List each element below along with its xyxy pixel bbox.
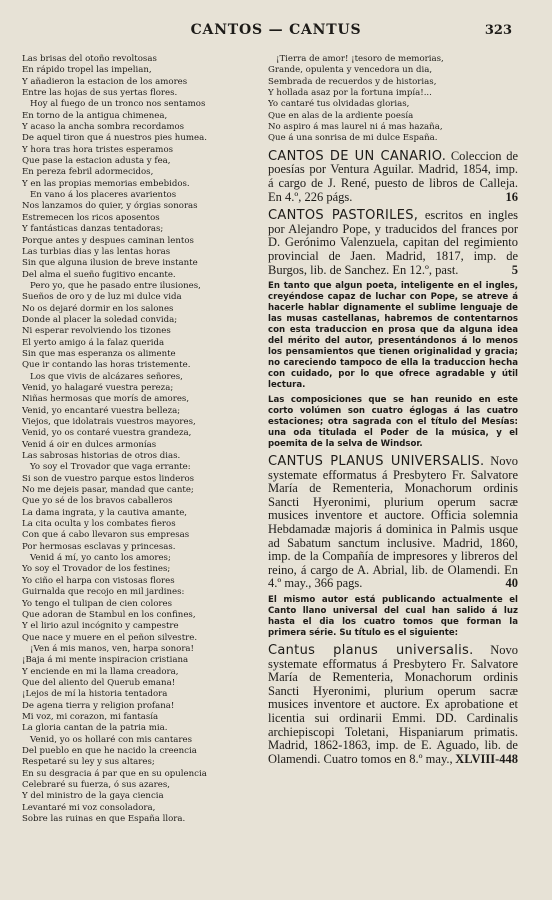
entry-text [268,644,518,766]
poem-line: Y hora tras hora tristes esperamos [22,144,174,155]
poem-line: Y del ministro de la gaya ciencia [22,791,164,802]
poem-line: Las sabrosas historias de otros dias. [22,451,181,462]
poem-line: Sin que alguna ilusion de breve instante [22,258,198,269]
poem-line: Respetaré su ley y sus altares; [22,757,155,768]
poem-line: Que yo sé de los bravos caballeros [22,496,173,507]
poem-line: Grande, opulenta y vencedora un dia, [268,65,433,76]
poem-line: Que del aliento del Querub emana! [22,677,176,688]
poem-line: La dama ingrata, y la cautiva amante, [22,507,188,518]
entry-text [268,455,518,591]
entry-heading: CANTOS DE UN CANARIO. [268,148,447,164]
header-title: CANTOS — CANTUS [190,22,362,38]
page-number: 323 [484,23,512,38]
poem-line: Que en alas de la ardiente poesía [268,110,414,121]
left-column-poem [22,54,280,825]
entry-body: Novo systemate efformatus á Presbytero Fr. Salvatore María de Rementeria, Monachorum ordinis Sancti Hyeronimi, plurium operum sacræ musices inventore et auctore. Officia solemnia Hebdamadæ majoris á dominica in Palmis usque ad Sabatum sanctum inclusive. Madrid, 1860, imp. de la Compañía de impresores y libreros del reino, á cargo de A. Abrial, lib. de Olamendi. En 4.º may., 366 pags. [268,454,519,591]
poem-line: De agena tierra y religion profana! [22,700,175,711]
poem-line: Las brisas del otoño revoltosas [22,54,157,64]
entry-body: escritos en ingles por Alejandro Pope, y traducidos del frances por D. Gerónimo Valenzuela, capitan del regimiento provincial de Jaen. Madrid, 1817, imp. de Burgos, lib. de Sanchez. En 12.º, past. [268,208,519,277]
poem-line: Viejos, que idolatrais vuestros mayores, [22,417,196,427]
poem-line: ¡Tierra de amor! ¡tesoro de memorias, [276,54,444,64]
poem-line: Venid á oir en dulces armonías [22,439,157,450]
entry-body: Coleccion de poesías por Ventura Aguilar. Madrid, 1854, imp. á cargo de J. René, puesto de libros de Calleja. En 4.º, 226 págs. [268,148,518,204]
poem-line: Entre las hojas de sus yertas flores. [22,88,178,99]
poem-line: En torno de la antigua chimenea, [22,110,168,121]
poem-line: Sembrada de recuerdos y de historias, [268,76,437,87]
poem-line: En rápido tropel las impelian, [22,65,152,76]
poem-line: Sueños de oro y de luz mi dulce vida [22,292,182,303]
poem-line: Venid, yo os contaré vuestra grandeza, [22,428,192,439]
poem-line: Sobre las ruinas en que España llora. [22,814,186,825]
poem-line: ¡Ven á mis manos, ven, harpa sonora! [30,643,195,654]
entry-note: En tanto que algun poeta, inteligente en el ingles, creyéndose capaz de luchar con Pope, se atreve á hacerle hablar dignamente el sublime lenguaje de las musas castellanas, habremos de contentarnos con esta traduccion en prosa que da alguna idea del mérito del autor, presentándonos á lo menos los pensamientos que tienen originalidad y gracia; no careciendo tampoco de ella la traduccion hecha con cuidado, por lo que ofrece agradable y útil lectura. [268,281,518,391]
poem-line: En su desgracia á par que en su opulencia [22,768,207,779]
entry-note: Las composiciones que se han reunido en este corto volúmen son cuatro églogas á las cuatro estaciones; otra sagrada con el título del Mesías: una oda titulada el Poder de la música, y el poemita de la selva de Windsor. [268,395,518,450]
poem-line: Que adoran de Stambul en los confines, [22,609,196,620]
poem-line: Y hollada asaz por la fortuna impía!... [268,88,432,99]
poem-line: Por hermosas esclavas y princesas. [22,541,176,552]
poem-line: Yo tengo el tulipan de cien colores [22,598,172,609]
poem-line: Porque antes y despues caminan lentos [22,235,194,246]
poem-line: No os dejaré dormir en los salones [22,303,174,314]
poem-line: Yo ciño el harpa con vistosas flores [22,575,175,586]
entry-note: El mismo autor está publicando actualmente el Canto llano universal del cual han salido á luz hasta el dia los cuatro tomos que forman la primera série. Su título es el siguiente: [268,595,518,639]
poem-line: En vano á los placeres avarientos [30,190,177,201]
poem-line: Que ir contando las horas tristemente. [22,360,191,371]
entry-body: Novo systemate efformatus á Presbytero Fr. Salvatore María de Rementeria, Monachorum ordinis Sancti Hyeronimi, plurium operum sacræ musices inventore et auctore. Ex aprobatione et licentia sui ordinarii Emmi. DD. Cardinalis archiepiscopi Toletani, Hispaniarum primatis. Madrid, 1862-1863, imp. de E. Aguado, lib. de Olamendi. Cuatro tomos en 8.º may., [268,643,518,766]
poem-line: Y el lirio azul incógnito y campestre [22,621,179,632]
poem-line: No aspiro á mas laurel ni á mas hazaña, [268,122,443,133]
poem-line: No me dejeis pasar, mandad que cante; [22,485,194,496]
poem-line: Las turbias dias y las lentas horas [22,246,171,257]
poem-line: Estremecen los ricos aposentos [22,212,160,223]
poem-line: Pero yo, que he pasado entre ilusiones, [30,280,201,291]
poem-line: Y añadieron la estacion de los amores [22,76,188,87]
poem-line: ¡Lejos de mí la historia tentadora [22,689,168,700]
poem-line: Levantaré mi voz consoladora, [22,802,156,813]
bibliography-entry [268,150,518,204]
poem-line: Que á una sonrisa de mi dulce España. [268,133,438,144]
entry-text [268,150,518,204]
bibliography-entries [268,150,518,767]
bibliography-entry [268,644,518,766]
entry-heading: CANTOS PASTORILES, [268,208,419,224]
bibliography-entry [268,209,518,450]
poem-line: Con que á cabo llevaron sus empresas [22,530,190,541]
right-column [268,54,518,771]
entry-value: 40 [505,576,518,591]
entry-value: XLVIII-448 [455,751,518,766]
poem-line: La cita oculta y los combates fieros [22,519,176,530]
poem-line: Que pase la estacion adusta y fea, [22,156,171,167]
right-column-poem [268,54,518,145]
poem-line: Los que vivis de alcázares señores, [30,371,183,382]
poem-line: Nos lanzamos do quier, y órgias sonoras [22,201,198,212]
poem-line: Hoy al fuego de un tronco nos sentamos [30,99,206,110]
poem-line: ¡Baja á mi mente inspiracion cristiana [22,655,189,666]
poem-line: Si son de vuestro parque estos linderos [22,473,195,484]
poem-line: Yo soy el Trovador de los festines; [22,564,171,575]
poem-line: Y fantásticas danzas tentadoras; [22,224,164,235]
entry-text [268,209,518,277]
poem-line: Yo cantaré tus olvidadas glorias, [268,99,410,110]
poem-line: Guirnalda que recojo en mil jardines: [22,587,185,598]
poem-line: Donde al placer la soledad convida; [22,314,178,325]
poem-line: La gloria cantan de la patria mia. [22,723,168,734]
poem-line: En pereza febril adormecidos, [22,167,154,178]
poem-line: Sin que mas esperanza os alimente [22,348,176,359]
entry-heading: CANTUS PLANUS UNIVERSALIS. [268,454,485,470]
entry-heading: Cantus planus universalis. [268,643,474,659]
poem-line: Celebraré su fuerza, ó sus azares, [22,780,170,790]
entry-value: 5 [511,262,518,277]
poem-line: Venid, yo os hollaré con mis cantares [30,734,193,745]
poem-line: El yerto amigo á la falaz querida [22,337,165,348]
running-header [0,22,552,42]
poem-line: Y acaso la ancha sombra recordamos [22,122,185,133]
poem-line: Yo soy el Trovador que vaga errante: [30,462,191,473]
poem-line: Del pueblo en que he nacido la creencia [22,745,197,756]
poem-line: Venid á mí, yo canto los amores; [30,553,171,564]
entry-value: 16 [505,189,518,204]
poem-line: Ni esperar revolviendo los tizones [22,326,171,337]
poem-line: Y enciende en mi la llama creadora, [22,666,179,677]
bibliography-entry [268,455,518,639]
poem-line: Venid, yo encantaré vuestra belleza; [22,405,181,416]
poem-line: Que nace y muere en el peñon silvestre. [22,632,198,643]
poem-line: Del alma el sueño fugitivo encante. [22,269,176,280]
poem-line: Mi voz, mi corazon, mi fantasía [22,711,159,722]
poem-line: Niñas hermosas que morís de amores, [22,394,190,405]
poem-line: Y en las propias memorias embebidos. [22,178,190,189]
poem-line: De aquel tiron que á nuestros pies humea. [22,133,207,144]
poem-line: Venid, yo halagaré vuestra pereza; [22,382,174,393]
